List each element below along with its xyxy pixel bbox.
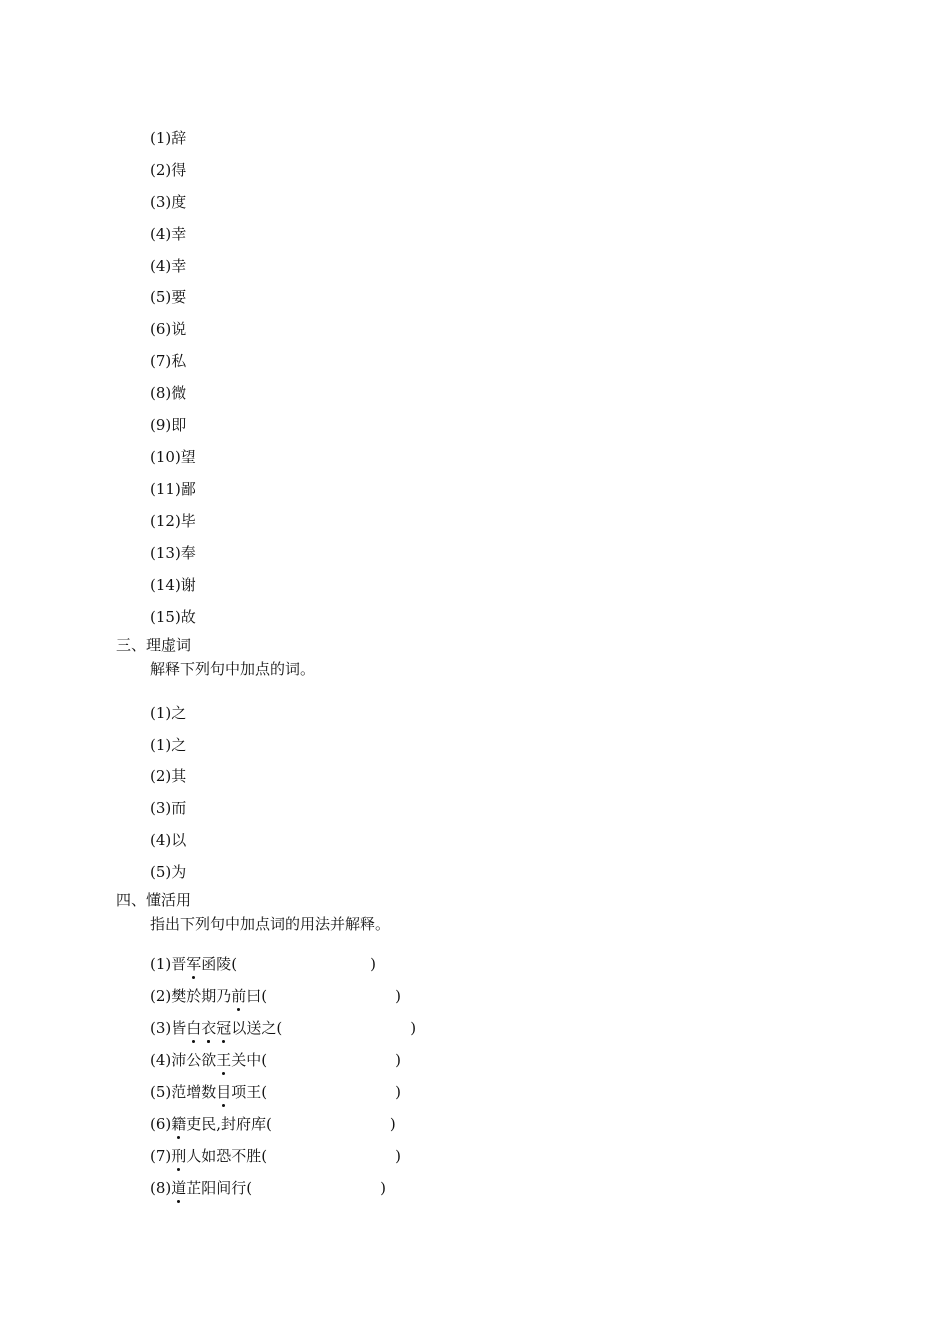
sentence-text: 吏民,封府库	[186, 1115, 267, 1133]
dotted-word: 籍	[171, 1115, 187, 1133]
section-instruction: 解释下列句中加点的词。	[150, 660, 316, 678]
answer-close-paren: )	[410, 1019, 417, 1037]
answer-open-paren: (	[231, 955, 238, 973]
sentence-text: 函陵	[201, 955, 232, 973]
answer-close-paren: )	[395, 987, 402, 1005]
sentence-text: 曰	[246, 987, 262, 1005]
answer-close-paren: )	[395, 1147, 401, 1165]
item-number: (5)	[150, 1083, 172, 1101]
word-item: (8)微	[150, 384, 187, 402]
section-heading: 三、理虚词	[116, 636, 192, 654]
word-item: (3)度	[150, 193, 187, 211]
answer-close-paren: )	[395, 1051, 402, 1069]
sentence-text: 人如恐不胜	[186, 1147, 262, 1165]
dotted-word: 王	[216, 1051, 232, 1069]
dotted-word: 道	[171, 1179, 187, 1197]
list-item: (3)而	[150, 799, 187, 817]
word-item: (2)得	[150, 161, 187, 179]
answer-close-paren: )	[389, 1115, 396, 1133]
answer-open-paren: (	[261, 1051, 268, 1069]
usage-item	[150, 1018, 416, 1038]
answer-open-paren: (	[266, 1115, 272, 1133]
word-item: (4)幸	[150, 225, 187, 243]
sentence-text: 沛公欲	[171, 1051, 217, 1069]
section-heading: 四、懂活用	[116, 891, 192, 909]
word-item: (12)毕	[150, 512, 196, 530]
item-number: (8)	[150, 1179, 172, 1197]
sentence-text: 芷阳间行	[186, 1179, 247, 1197]
sentence-text: 皆	[171, 1019, 187, 1037]
word-item: (6)说	[150, 320, 187, 338]
item-number: (4)	[150, 1051, 172, 1069]
word-item: (11)鄙	[150, 480, 196, 498]
dotted-char: 衣	[201, 1019, 217, 1037]
sentence-text: 范增数	[171, 1083, 217, 1101]
sentence-text: 晋	[171, 955, 187, 973]
dotted-word: 目	[216, 1083, 232, 1101]
usage-item	[150, 954, 376, 974]
answer-open-paren: (	[261, 1083, 268, 1101]
dotted-char: 白	[186, 1019, 202, 1037]
dotted-word: 前	[231, 987, 247, 1005]
list-item: (1)之	[150, 704, 187, 722]
word-item: (9)即	[150, 416, 187, 434]
sentence-text: 樊於期乃	[171, 987, 232, 1005]
usage-item	[150, 1082, 401, 1102]
dotted-word: 刑	[171, 1147, 187, 1165]
word-item: (7)私	[150, 352, 187, 370]
word-item: (10)望	[150, 448, 196, 466]
sentence-text: 项王	[231, 1083, 262, 1101]
item-number: (7)	[150, 1147, 172, 1165]
sentence-text: 关中	[231, 1051, 262, 1069]
answer-close-paren: )	[380, 1179, 386, 1197]
word-item: (13)奉	[150, 544, 196, 562]
sentence-text: 以送之	[231, 1019, 277, 1037]
answer-close-paren: )	[370, 955, 377, 973]
dotted-word: 军	[186, 955, 202, 973]
word-item: (15)故	[150, 608, 196, 626]
list-item: (1)之	[150, 736, 187, 754]
word-item: (5)要	[150, 288, 187, 306]
usage-item	[150, 1146, 401, 1166]
answer-open-paren: (	[261, 1147, 268, 1165]
item-number: (3)	[150, 1019, 172, 1037]
usage-item	[150, 986, 401, 1006]
section-instruction: 指出下列句中加点词的用法并解释。	[150, 915, 391, 933]
word-item: (1)辞	[150, 129, 187, 147]
word-item: (14)谢	[150, 576, 196, 594]
list-item: (5)为	[150, 863, 187, 881]
dotted-word	[186, 1018, 231, 1038]
answer-open-paren: (	[261, 987, 268, 1005]
list-item: (4)以	[150, 831, 187, 849]
item-number: (2)	[150, 987, 172, 1005]
answer-open-paren: (	[276, 1019, 283, 1037]
answer-close-paren: )	[395, 1083, 402, 1101]
list-item: (2)其	[150, 767, 187, 785]
dotted-char: 冠	[216, 1019, 232, 1037]
usage-item	[150, 1050, 401, 1070]
item-number: (1)	[150, 955, 172, 973]
usage-item	[150, 1178, 386, 1198]
word-item: (4)幸	[150, 257, 187, 275]
item-number: (6)	[150, 1115, 172, 1133]
answer-open-paren: (	[246, 1179, 253, 1197]
usage-item	[150, 1114, 396, 1134]
